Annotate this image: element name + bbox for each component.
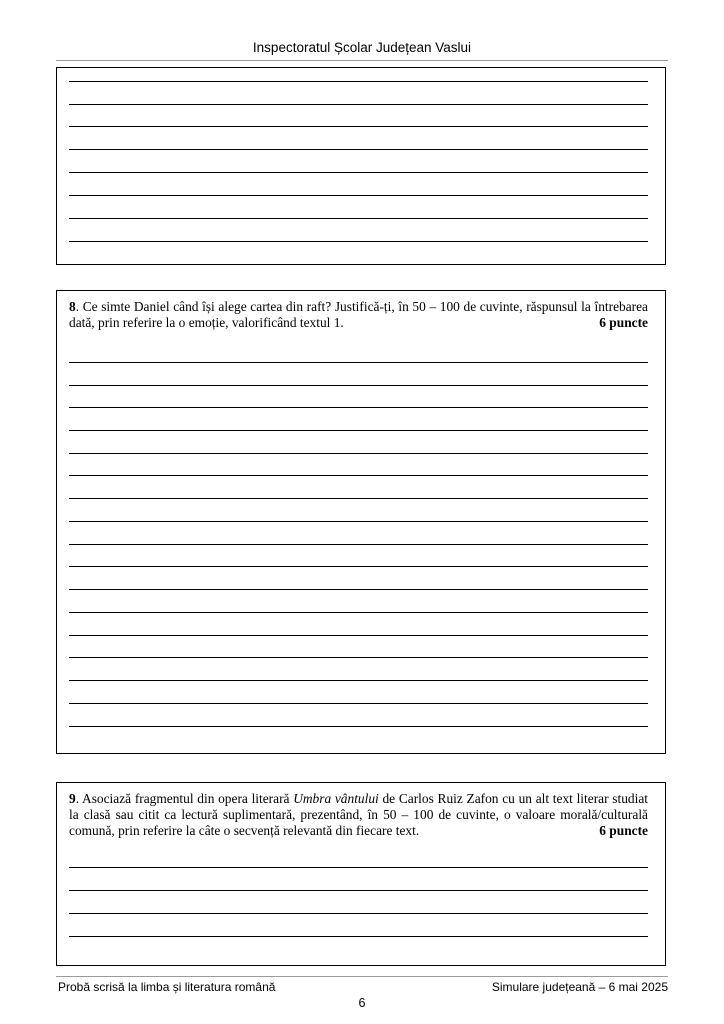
question-9-book-title: Umbra vântului: [293, 791, 379, 806]
question-8-number: 8: [69, 299, 76, 314]
answer-line[interactable]: [69, 635, 648, 636]
answer-box-continuation: [56, 67, 666, 265]
page-header-title: Inspectoratul Școlar Județean Vaslui: [252, 40, 472, 55]
answer-line[interactable]: [69, 498, 648, 499]
question-8-points: 6 puncte: [599, 315, 648, 330]
answer-line[interactable]: [69, 589, 648, 590]
answer-line[interactable]: [69, 104, 648, 105]
question-9-prompt-end: de Carlos Ruiz Zafon cu un alt text literar studiat la clasă sau citit ca lectură suplimentară, prezentând, în 50 – 100 de cuvinte, o valoare morală/culturală comună, prin referire la câte o secvență relevantă din fiecare text.: [69, 791, 648, 838]
answer-line[interactable]: [69, 680, 648, 681]
page-number: 6: [358, 996, 366, 1010]
answer-line[interactable]: [69, 936, 648, 937]
answer-line[interactable]: [69, 81, 648, 82]
question-8-box: [56, 290, 666, 754]
answer-line[interactable]: [69, 126, 648, 127]
answer-line[interactable]: [69, 890, 648, 891]
answer-lines-question-9: [69, 783, 648, 965]
answer-line[interactable]: [69, 475, 648, 476]
question-9-box: [56, 782, 666, 966]
answer-line[interactable]: [69, 172, 648, 173]
answer-line[interactable]: [69, 385, 648, 386]
question-9-number: 9: [69, 791, 76, 806]
answer-line[interactable]: [69, 566, 648, 567]
footer-exam-date: Simulare județeană – 6 mai 2025: [491, 980, 668, 994]
footer-exam-name: Probă scrisă la limba și literatura română: [58, 980, 276, 994]
answer-lines-continuation: [69, 68, 648, 264]
answer-line[interactable]: [69, 726, 648, 727]
answer-line[interactable]: [69, 544, 648, 545]
answer-line[interactable]: [69, 703, 648, 704]
answer-line[interactable]: [69, 913, 648, 914]
answer-line[interactable]: [69, 149, 648, 150]
footer-divider: [56, 976, 668, 977]
question-9-prompt-start: . Asociază fragmentul din opera literară: [75, 791, 294, 806]
answer-line[interactable]: [69, 867, 648, 868]
question-8-prompt: . Ce simte Daniel când își alege cartea din raft? Justifică-ți, în 50 – 100 de cuvinte, răspunsul la întrebarea dată, prin referire la o emoție, valorificând textul 1.: [69, 299, 648, 330]
answer-line[interactable]: [69, 521, 648, 522]
answer-line[interactable]: [69, 453, 648, 454]
answer-line[interactable]: [69, 612, 648, 613]
answer-line[interactable]: [69, 195, 648, 196]
header-divider: [56, 60, 668, 61]
answer-line[interactable]: [69, 218, 648, 219]
answer-line[interactable]: [69, 241, 648, 242]
answer-line[interactable]: [69, 430, 648, 431]
answer-line[interactable]: [69, 407, 648, 408]
answer-line[interactable]: [69, 657, 648, 658]
answer-lines-question-8: [69, 291, 648, 753]
question-9-points: 6 puncte: [599, 823, 648, 838]
answer-line[interactable]: [69, 362, 648, 363]
